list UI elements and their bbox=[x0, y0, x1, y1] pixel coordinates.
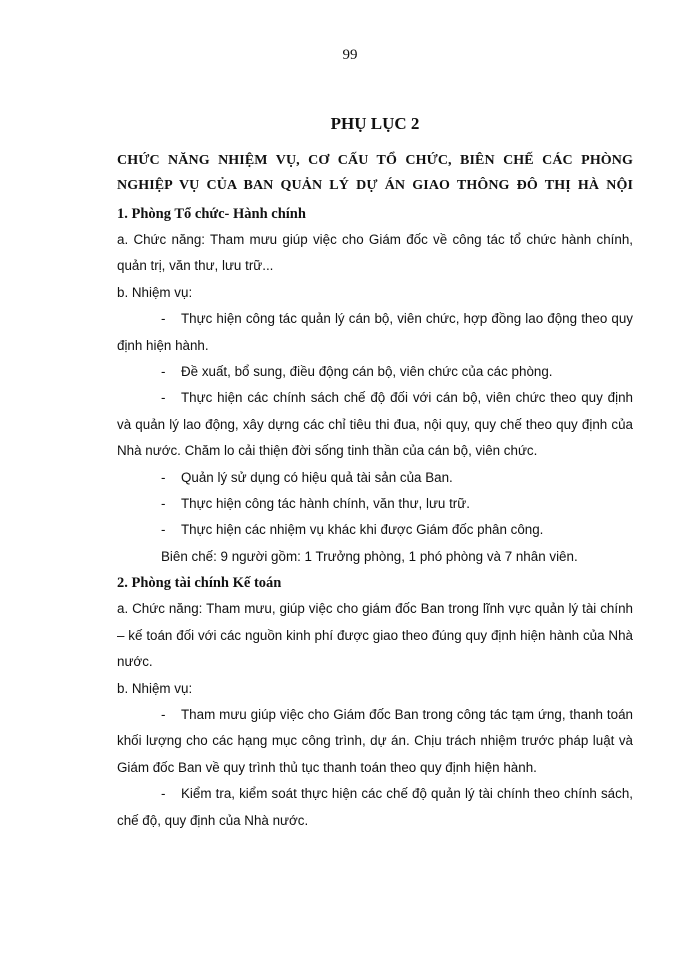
duty-item: - Tham mưu giúp việc cho Giám đốc Ban trong công tác tạm ứng, thanh toán khối lượng cho các hạng mục công trình, dự án. Chịu trách nhiệm trước pháp luật và Giám đốc Ban về quy trình thủ tục thanh toán theo quy định hiện hành. bbox=[117, 702, 633, 781]
dash-bullet: - bbox=[161, 364, 166, 380]
staffing-paragraph: Biên chế: 9 người gồm: 1 Trưởng phòng, 1 phó phòng và 7 nhân viên. bbox=[161, 548, 578, 564]
duty-item: - Thực hiện các nhiệm vụ khác khi được Giám đốc phân công. bbox=[117, 517, 633, 543]
dash-bullet: - bbox=[161, 390, 166, 406]
dash-bullet: - bbox=[161, 469, 166, 485]
duty-item: - Đề xuất, bổ sung, điều động cán bộ, viên chức của các phòng. bbox=[117, 359, 633, 385]
duties-label: b. Nhiệm vụ: bbox=[117, 680, 193, 696]
dash-bullet: - bbox=[161, 706, 166, 722]
duty-item: - Thực hiện công tác quản lý cán bộ, viên chức, hợp đồng lao động theo quy định hiện hành. bbox=[117, 306, 633, 359]
duty-item: - Kiểm tra, kiểm soát thực hiện các chế độ quản lý tài chính theo chính sách, chế độ, quy định của Nhà nước. bbox=[117, 781, 633, 834]
document-body bbox=[117, 112, 633, 834]
document-title-line-1: CHỨC NĂNG NHIỆM VỤ, CƠ CẤU TỔ CHỨC, BIÊN CHẾ CÁC PHÒNG bbox=[117, 153, 633, 168]
dash-bullet: - bbox=[161, 311, 166, 327]
section-heading: 2. Phòng tài chính Kế toán bbox=[117, 575, 282, 592]
dash-bullet: - bbox=[161, 522, 166, 538]
duty-item: - Thực hiện các chính sách chế độ đối với cán bộ, viên chức theo quy định và quản lý lao động, xây dựng các chỉ tiêu thi đua, nội quy, quy chế theo quy định của Nhà nước. Chăm lo cải thiện đời sống tinh thần của cán bộ, viên chức. bbox=[117, 385, 633, 464]
function-paragraph: a. Chức năng: Tham mưu, giúp việc cho giám đốc Ban trong lĩnh vực quản lý tài chính – kế toán đối với các nguồn kinh phí được giao theo đúng quy định hiện hành của Nhà nước. bbox=[117, 601, 633, 670]
document-title-line-2: NGHIỆP VỤ CỦA BAN QUẢN LÝ DỰ ÁN GIAO THÔNG ĐÔ THỊ HÀ NỘI bbox=[117, 178, 633, 193]
function-paragraph: a. Chức năng: Tham mưu giúp việc cho Giám đốc về công tác tổ chức hành chính, quản trị, văn thư, lưu trữ... bbox=[117, 232, 633, 274]
appendix-title: PHỤ LỤC 2 bbox=[330, 114, 420, 133]
dash-bullet: - bbox=[161, 786, 166, 802]
page-number: 99 bbox=[342, 47, 358, 63]
section-heading: 1. Phòng Tổ chức- Hành chính bbox=[117, 206, 306, 222]
document-title bbox=[117, 148, 633, 198]
duties-label: b. Nhiệm vụ: bbox=[117, 284, 193, 300]
duty-item: - Quản lý sử dụng có hiệu quả tài sản của Ban. bbox=[117, 465, 633, 491]
duty-item: - Thực hiện công tác hành chính, văn thư, lưu trữ. bbox=[117, 491, 633, 517]
dash-bullet: - bbox=[161, 496, 166, 512]
